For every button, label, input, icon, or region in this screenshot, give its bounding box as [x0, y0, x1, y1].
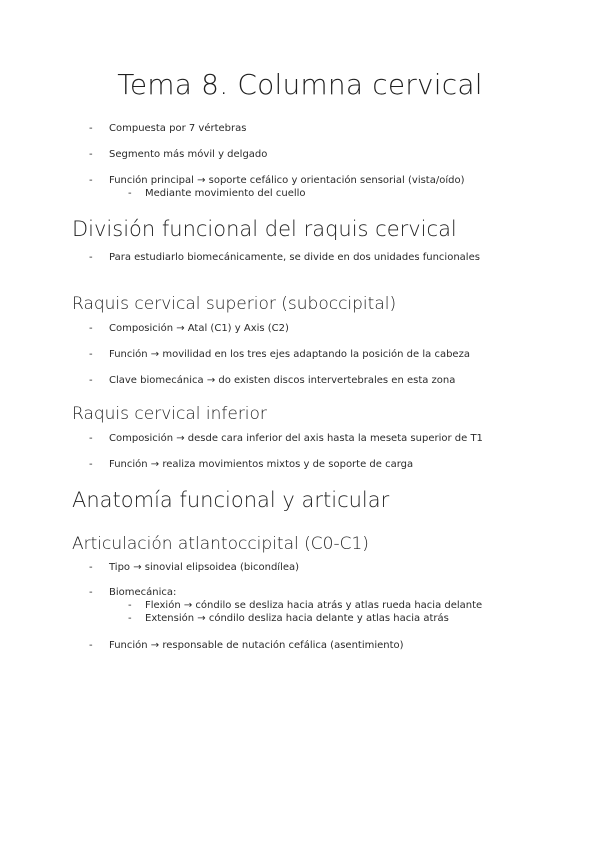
- subsection-heading: Raquis cervical superior (suboccipital): [72, 294, 397, 314]
- bullet-dash: -: [89, 349, 93, 360]
- list-item: Composición → Atal (C1) y Axis (C2): [109, 323, 289, 334]
- bullet-dash: -: [89, 375, 93, 386]
- bullet-dash: -: [89, 149, 93, 160]
- subsection-heading: Articulación atlantoccipital (C0-C1): [72, 534, 369, 554]
- list-item: Composición → desde cara inferior del axis hasta la meseta superior de T1: [109, 433, 483, 444]
- subsection-heading: Raquis cervical inferior: [72, 404, 267, 424]
- page-title: Tema 8. Columna cervical: [117, 68, 483, 101]
- bullet-dash: -: [128, 600, 132, 611]
- bullet-dash: -: [89, 433, 93, 444]
- list-item: Función → realiza movimientos mixtos y de soporte de carga: [109, 459, 414, 470]
- bullet-dash: -: [89, 459, 93, 470]
- section-heading: Anatomía funcional y articular: [72, 488, 390, 512]
- list-item: Biomecánica:: [109, 587, 177, 598]
- bullet-dash: -: [89, 562, 93, 573]
- sub-list-item: Flexión → cóndilo se desliza hacia atrás y atlas rueda hacia delante: [145, 600, 483, 611]
- bullet-dash: -: [89, 587, 93, 598]
- list-item: Para estudiarlo biomecánicamente, se divide en dos unidades funcionales: [109, 252, 480, 263]
- list-item: Segmento más móvil y delgado: [109, 149, 268, 160]
- sub-list-item: Extensión → cóndilo desliza hacia delante y atlas hacia atrás: [145, 613, 449, 624]
- bullet-dash: -: [89, 175, 93, 186]
- list-item: Compuesta por 7 vértebras: [109, 123, 247, 134]
- list-item: Función → movilidad en los tres ejes adaptando la posición de la cabeza: [109, 349, 470, 360]
- bullet-dash: -: [89, 123, 93, 134]
- list-item: Función principal → soporte cefálico y orientación sensorial (vista/oído): [109, 175, 465, 186]
- bullet-dash: -: [128, 613, 132, 624]
- list-item: Función → responsable de nutación cefálica (asentimiento): [109, 640, 404, 651]
- bullet-dash: -: [89, 252, 93, 263]
- section-heading: División funcional del raquis cervical: [72, 217, 457, 241]
- bullet-dash: -: [89, 640, 93, 651]
- list-item: Clave biomecánica → do existen discos intervertebrales en esta zona: [109, 375, 456, 386]
- list-item: Tipo → sinovial elipsoidea (bicondílea): [109, 562, 300, 573]
- sub-list-item: Mediante movimiento del cuello: [145, 188, 306, 199]
- bullet-dash: -: [89, 323, 93, 334]
- bullet-dash: -: [128, 188, 132, 199]
